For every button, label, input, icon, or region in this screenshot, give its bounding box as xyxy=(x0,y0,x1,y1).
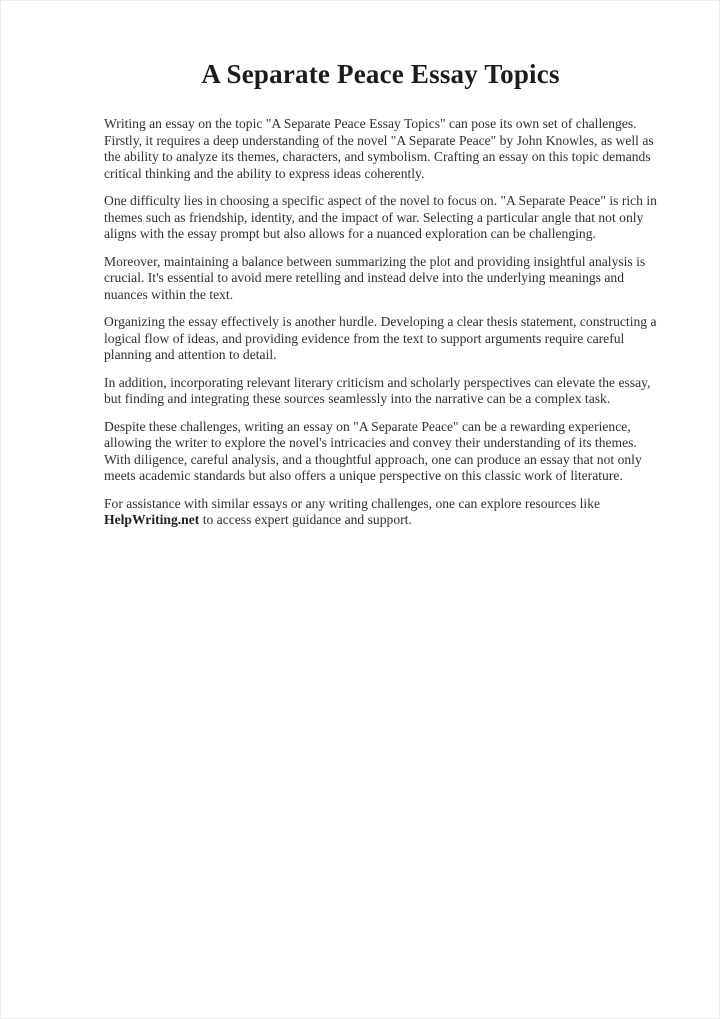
page-title: A Separate Peace Essay Topics xyxy=(201,59,560,89)
brand-name: HelpWriting.net xyxy=(104,512,200,527)
paragraph-difficulty-choosing-aspect: One difficulty lies in choosing a specific aspect of the novel to focus on. "A Separate Peace" is rich in themes such as friendship, identity, and the impact of war. Selecting a particular angle that not only aligns with the essay prompt but also allows for a nuanced exploration can be challenging. xyxy=(104,193,657,241)
document-content xyxy=(1,1,719,529)
paragraph-literary-criticism: In addition, incorporating relevant literary criticism and scholarly perspectives can elevate the essay, but finding and integrating these sources seamlessly into the narrative can be a complex task. xyxy=(104,374,651,406)
closing-text-post: to access expert guidance and support. xyxy=(199,512,412,527)
closing-text-pre: For assistance with similar essays or any writing challenges, one can explore resources like xyxy=(104,495,601,511)
paragraph-organizing-essay: Organizing the essay effectively is another hurdle. Developing a clear thesis statement, constructing a logical flow of ideas, and providing evidence from the text to support arguments require careful planning and attention to detail. xyxy=(104,314,657,362)
paragraph-balance-summary-analysis: Moreover, maintaining a balance between summarizing the plot and providing insightful analysis is crucial. It's essential to avoid mere retelling and instead delve into the underlying meanings and nuances within the text. xyxy=(104,253,646,302)
paragraph-rewarding-experience: Despite these challenges, writing an essay on "A Separate Peace" can be a rewarding experience, allowing the writer to explore the novel's intricacies and convey their understanding of its themes. With diligence, careful analysis, and a thoughtful approach, one can produce an essay that not only meets academic standards but also offers a unique perspective on this classic work of literature. xyxy=(104,418,642,483)
paragraph-intro: Writing an essay on the topic "A Separate Peace Essay Topics" can pose its own set of challenges. Firstly, it requires a deep understanding of the novel "A Separate Peace" by John Knowles, as well as the ability to analyze its themes, characters, and symbolism. Crafting an essay on this topic demands critical thinking and the ability to express ideas coherently. xyxy=(104,116,654,181)
paragraph-closing xyxy=(104,496,657,529)
